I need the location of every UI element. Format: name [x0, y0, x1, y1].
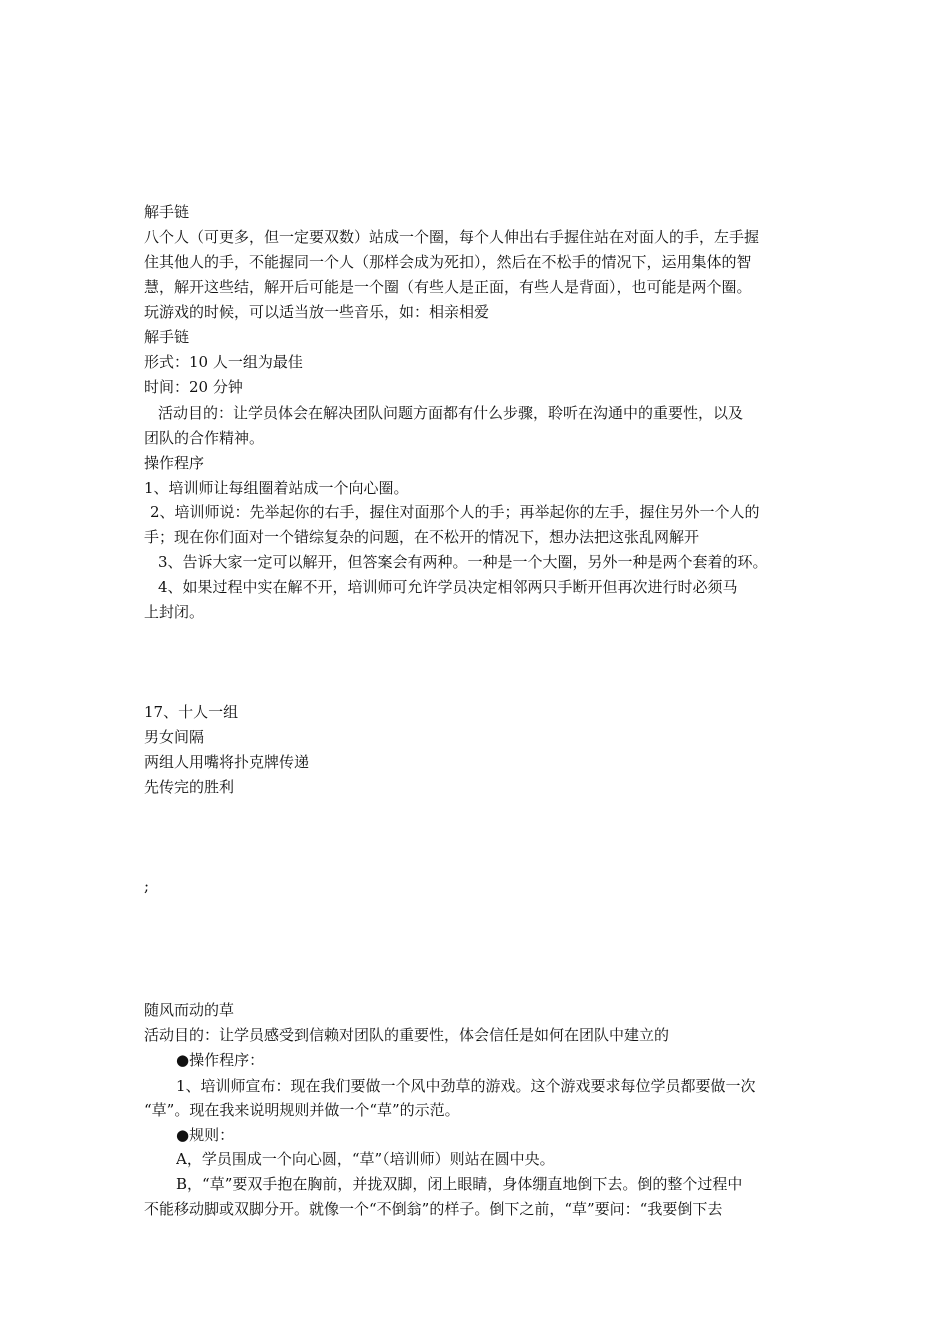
purpose-text: 活动目的：让学员感受到信赖对团队的重要性，体会信任是如何在团队中建立的	[144, 1026, 670, 1044]
rules-heading: ●规则：	[176, 1126, 235, 1144]
procedure-step-line: “草”。现在我来说明规则并做一个“草”的示范。	[144, 1101, 460, 1119]
section-title: 随风而动的草	[144, 1001, 235, 1019]
rule-a: A，学员围成一个向心圆，“草”（培训师）则站在圆中央。	[176, 1150, 555, 1168]
paragraph-line: 住其他人的手，不能握同一个人（那样会成为死扣），然后在不松手的情况下，运用集体的智	[144, 253, 752, 271]
section-title: 解手链	[144, 203, 190, 221]
procedure-title: 操作程序	[144, 454, 205, 472]
procedure-step-line: 1、培训师宣布：现在我们要做一个风中劲草的游戏。这个游戏要求每位学员都要做一次	[176, 1077, 756, 1095]
subtitle: 解手链	[144, 328, 190, 346]
procedure-heading: ●操作程序：	[176, 1051, 265, 1069]
purpose-line: 团队的合作精神。	[144, 429, 265, 447]
game-title: 17、十人一组	[144, 703, 239, 721]
step-4-line: 上封闭。	[144, 603, 205, 621]
step-1: 1、培训师让每组圈着站成一个向心圈。	[144, 479, 409, 497]
rule-b-line: B，“草”要双手抱在胸前，并拢双脚，闭上眼睛，身体绷直地倒下去。倒的整个过程中	[176, 1175, 743, 1193]
purpose-line: 活动目的：让学员体会在解决团队问题方面都有什么步骤，聆听在沟通中的重要性，以及	[158, 404, 744, 422]
game-line: 先传完的胜利	[144, 778, 235, 796]
game-line: 男女间隔	[144, 728, 205, 746]
form-text: 形式：10 人一组为最佳	[144, 353, 303, 371]
step-4-line: 4、如果过程中实在解不开，培训师可允许学员决定相邻两只手断开但再次进行时必须马	[158, 578, 738, 596]
paragraph-line: 八个人（可更多，但一定要双数）站成一个圈，每个人伸出右手握住站在对面人的手，左手握	[144, 228, 760, 246]
step-3: 3、告诉大家一定可以解开，但答案会有两种。一种是一个大圈，另外一种是两个套着的环。	[158, 553, 768, 571]
rule-b-line: 不能移动脚或双脚分开。就像一个“不倒翁”的样子。倒下之前，“草”要问：“我要倒下去	[144, 1200, 723, 1218]
paragraph-line: 玩游戏的时候，可以适当放一些音乐，如：相亲相爱	[144, 303, 490, 321]
semicolon-mark: ;	[144, 877, 150, 895]
paragraph-line: 慧，解开这些结，解开后可能是一个圈（有些人是正面，有些人是背面），也可能是两个圈。	[144, 278, 752, 296]
step-2-line: 2、培训师说：先举起你的右手，握住对面那个人的手；再举起你的左手，握住另外一个人的	[150, 503, 760, 521]
game-line: 两组人用嘴将扑克牌传递	[144, 753, 310, 771]
time-text: 时间：20 分钟	[144, 378, 243, 396]
step-2-line: 手；现在你们面对一个错综复杂的问题，在不松开的情况下，想办法把这张乱网解开	[144, 528, 700, 546]
